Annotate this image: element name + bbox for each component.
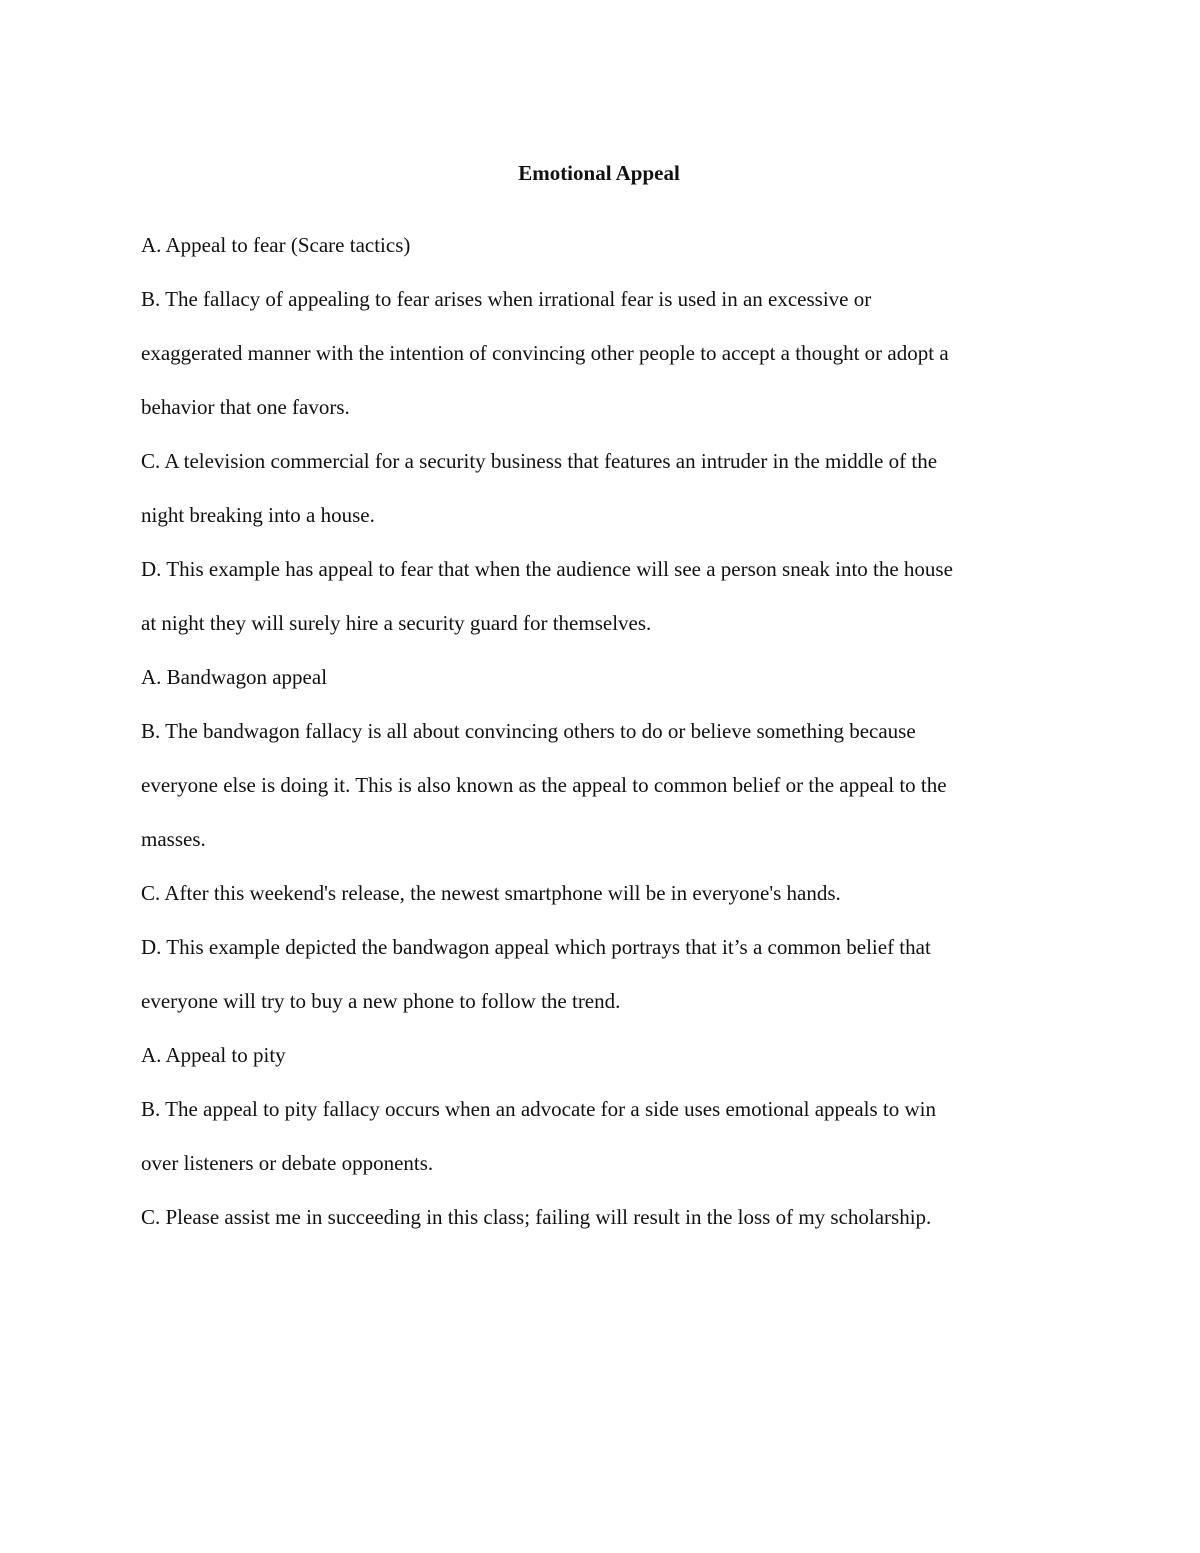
paragraph-line: C. Please assist me in succeeding in this class; failing will result in the loss of my scholarship.	[141, 1205, 932, 1229]
paragraph	[141, 713, 1071, 857]
paragraph	[141, 929, 1071, 1019]
paragraph-line: at night they will surely hire a security guard for themselves.	[141, 611, 652, 635]
paragraph-line: behavior that one favors.	[141, 395, 350, 419]
paragraph-line: everyone else is doing it. This is also known as the appeal to common belief or the appeal to the	[141, 773, 947, 797]
paragraph-line: over listeners or debate opponents.	[141, 1151, 434, 1175]
paragraph-line: A. Appeal to pity	[141, 1043, 286, 1067]
paragraph-line: A. Appeal to fear (Scare tactics)	[141, 233, 411, 257]
paragraph-line: everyone will try to buy a new phone to follow the trend.	[141, 989, 621, 1013]
paragraph-line: B. The appeal to pity fallacy occurs when an advocate for a side uses emotional appeals to win	[141, 1097, 937, 1121]
paragraph-line: D. This example has appeal to fear that when the audience will see a person sneak into the house	[141, 557, 953, 581]
paragraph	[141, 659, 1071, 695]
paragraph	[141, 875, 1071, 911]
paragraph-line: night breaking into a house.	[141, 503, 375, 527]
paragraph	[141, 1091, 1071, 1181]
document-page	[141, 155, 1071, 1253]
paragraph	[141, 1037, 1071, 1073]
paragraph	[141, 551, 1071, 641]
paragraph-line: B. The bandwagon fallacy is all about convincing others to do or believe something because	[141, 719, 916, 743]
paragraph-line: D. This example depicted the bandwagon appeal which portrays that it’s a common belief that	[141, 935, 931, 959]
paragraph	[141, 281, 1071, 425]
paragraph	[141, 1199, 1071, 1235]
paragraph-line: B. The fallacy of appealing to fear arises when irrational fear is used in an excessive or	[141, 287, 872, 311]
paragraph-line: A. Bandwagon appeal	[141, 665, 328, 689]
document-body	[141, 227, 1071, 1235]
paragraph-line: C. After this weekend's release, the newest smartphone will be in everyone's hands.	[141, 881, 841, 905]
paragraph	[141, 227, 1071, 263]
paragraph-line: exaggerated manner with the intention of convincing other people to accept a thought or adopt a	[141, 341, 949, 365]
paragraph-line: C. A television commercial for a security business that features an intruder in the middle of the	[141, 449, 938, 473]
paragraph	[141, 443, 1071, 533]
paragraph-line: masses.	[141, 827, 206, 851]
document-title: Emotional Appeal	[518, 161, 680, 185]
